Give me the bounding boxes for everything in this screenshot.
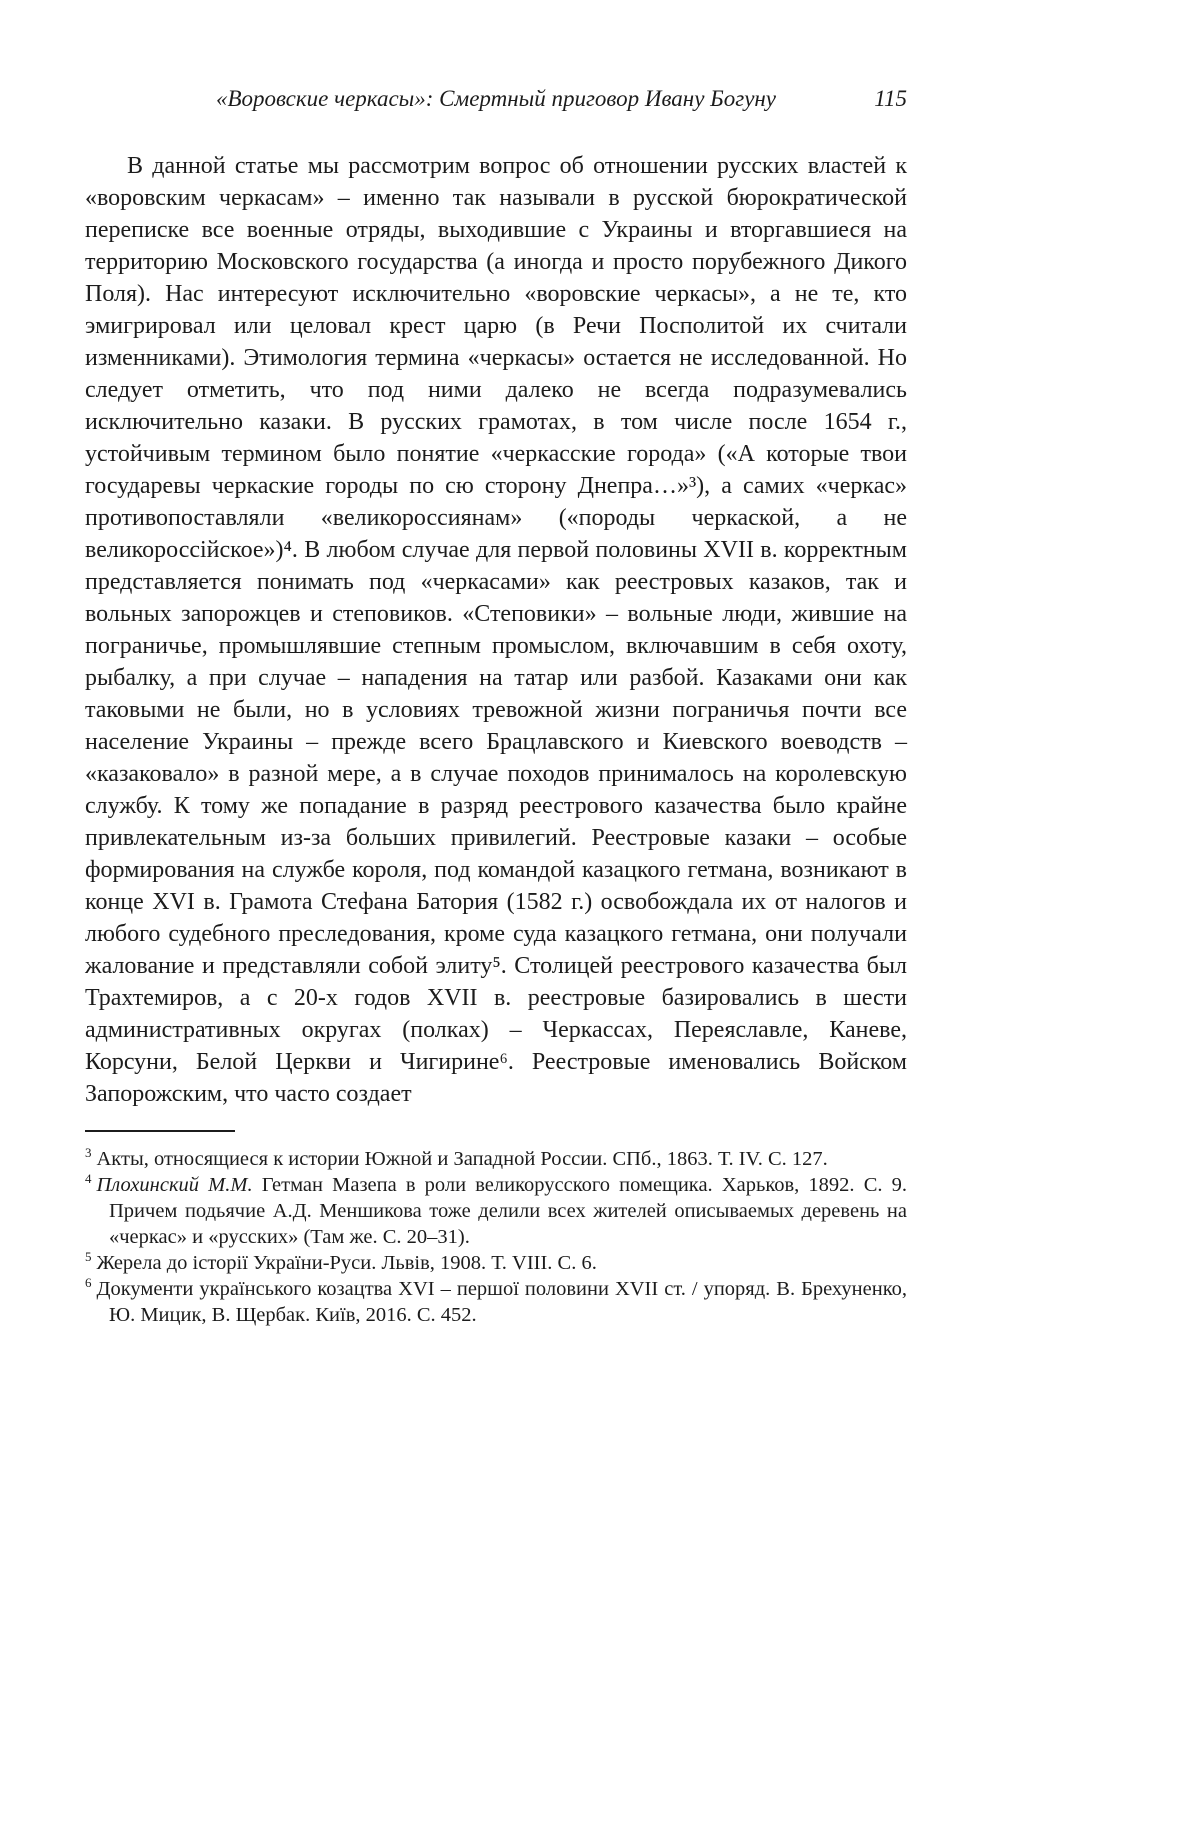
footnote-text: Документи українського козацтва XVI – першої половини XVII ст. / упоряд. В. Брехуненко, Ю. Мицик, В. Щербак. Київ, 2016. С. 452. bbox=[96, 1278, 907, 1326]
footnote-marker: 3 bbox=[85, 1145, 92, 1161]
footnote-author: Плохинский М.М. bbox=[96, 1174, 253, 1196]
footnote-text: Гетман Мазепа в роли великорусского помещика. Харьков, 1892. С. 9. Причем подьячие А.Д. Меншикова тоже делили всех жителей описываемых деревень на «черкас» и «русских» (Там же. С. 20–31). bbox=[109, 1174, 908, 1248]
footnote bbox=[85, 1146, 907, 1172]
footnote bbox=[85, 1172, 907, 1250]
footnote-text: Акты, относящиеся к истории Южной и Западной России. СПб., 1863. Т. IV. С. 127. bbox=[96, 1148, 828, 1170]
page-number: 115 bbox=[874, 86, 907, 111]
footnote bbox=[85, 1250, 907, 1276]
page-content bbox=[85, 84, 907, 1328]
running-title: «Воровские черкасы»: Смертный приговор Ивану Богуну bbox=[215, 86, 777, 111]
body-paragraph: В данной статье мы рассмотрим вопрос об отношении русских властей к «воровским черкасам» – именно так называли в русской бюрократической переписке все военные отряды, выходившие с Украины и вторгавшиеся на территорию Московского государства (а иногда и просто порубежного Дикого Поля). Нас интересуют исключительно «воровские черкасы», а не те, кто эмигрировал или целовал крест царю (в Речи Посполитой их считали изменниками). Этимология термина «черкасы» остается не исследованной. Но следует отметить, что под ними далеко не всегда подразумевались исключительно казаки. В русских грамотах, в том числе после 1654 г., устойчивым термином было понятие «черкасские города» («А которые твои государевы черкаские городы по сю сторону Днепра…»³), а самих «черкас» противопоставляли «великороссиянам» («породы черкаской, а не великороссійское»)⁴. В любом случае для первой половины XVII в. корректным представляется понимать под «черкасами» как реестровых казаков, так и вольных запорожцев и степовиков. «Степовики» – вольные люди, жившие на пограничье, промышлявшие степным промыслом, включавшим в себя охоту, рыбалку, а при случае – нападения на татар или разбой. Казаками они как таковыми не были, но в условиях тревожной жизни пограничья почти все население Украины – прежде всего Брацлавского и Киевского воеводств – «казаковало» в разной мере, а в случае походов принималось на королевскую службу. К тому же попадание в разряд реестрового казачества было крайне привлекательным из-за больших привилегий. Реестровые казаки – особые формирования на службе короля, под командой казацкого гетмана, возникают в конце XVI в. Грамота Стефана Батория (1582 г.) освобождала их от налогов и любого судебного преследования, кроме суда казацкого гетмана, они получали жалование и представляли собой элиту⁵. Столицей реестрового казачества был Трахтемиров, а с 20-х годов XVII в. реестровые базировались в шести административных округах (полках) – Черкассах, Переяславле, Каневе, Корсуни, Белой Церкви и Чигирине⁶. Реестровые именовались Войском Запорожским, что часто создает bbox=[85, 153, 907, 1107]
body-text bbox=[85, 150, 907, 1110]
footnote-marker: 5 bbox=[85, 1249, 92, 1265]
footnotes bbox=[85, 1146, 907, 1328]
footnote-separator bbox=[85, 1130, 235, 1132]
running-header bbox=[85, 84, 907, 114]
footnote-marker: 4 bbox=[85, 1171, 92, 1187]
footnote bbox=[85, 1276, 907, 1328]
footnote-marker: 6 bbox=[85, 1275, 92, 1291]
footnote-text: Жерела до історії України-Руси. Львів, 1908. Т. VIII. С. 6. bbox=[96, 1252, 597, 1274]
